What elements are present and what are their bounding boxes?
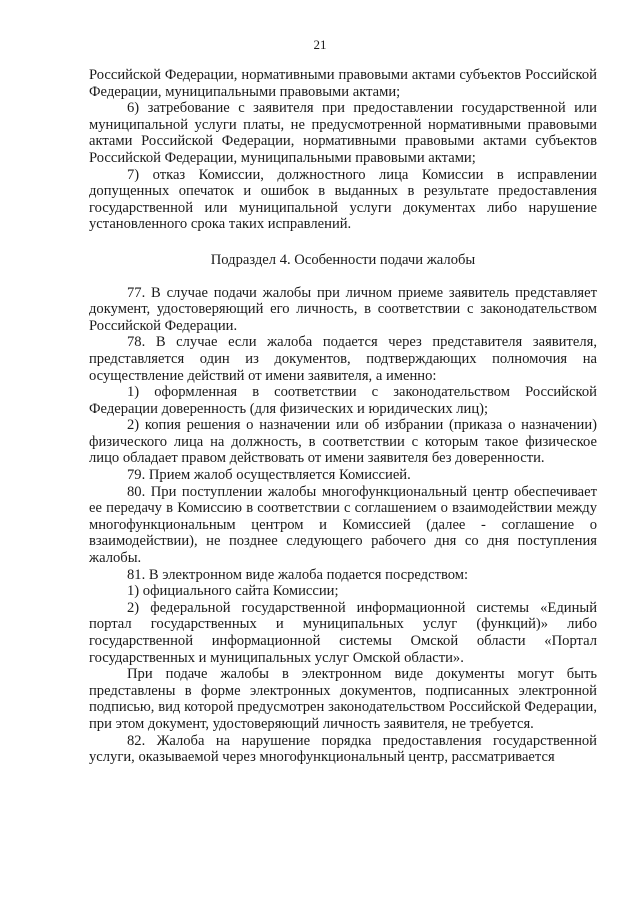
- paragraph: 81. В электронном виде жалоба подается посредством:: [127, 566, 469, 583]
- paragraph: 1) оформленная в соответствии с законодательством Российской Федерации доверенность (для физических и юридических лиц);: [89, 384, 597, 417]
- paragraph: 7) отказ Комиссии, должностного лица Комиссии в исправлении допущенных опечаток и ошибок в выданных в результате предоставления государственной или муниципальной услуги документах либо нарушение установленного срока таких исправлений.: [89, 166, 597, 233]
- paragraphs-before-section: [89, 67, 597, 233]
- paragraph: 82. Жалоба на нарушение порядка предоставления государственной услуги, оказываемой через многофункциональный центр, рассматривается: [89, 732, 597, 766]
- paragraph: 2) федеральной государственной информационной системы «Единый портал государственных и муниципальных услуг (функций)» либо государственной информационной системы Омской области «Портал государственных и муниципальных услуг Омской области».: [89, 599, 597, 666]
- paragraph: 1) официального сайта Комиссии;: [127, 583, 339, 600]
- paragraph: 6) затребование с заявителя при предоставлении государственной или муниципальной услуги платы, не предусмотренной нормативными правовыми актами Российской Федерации, нормативными правовыми актами субъектов Российской Федерации, муниципальными правовыми актами;: [89, 100, 597, 166]
- paragraph: 79. Прием жалоб осуществляется Комиссией.: [127, 467, 411, 484]
- page-number: 21: [313, 37, 327, 52]
- paragraph: При подаче жалобы в электронном виде документы могут быть представлены в форме электронных документов, подписанных электронной подписью, вид которой предусмотрен законодательством Российской Федерации, при этом документ, удостоверяющий личность заявителя, не требуется.: [89, 666, 597, 732]
- paragraph: 2) копия решения о назначении или об избрании (приказа о назначении) физического лица на должность, в соответствии с которым такое физическое лицо обладает правом действовать от имени заявителя без доверенности.: [89, 417, 597, 467]
- document-body: [89, 67, 597, 766]
- paragraphs-after-section: [89, 285, 597, 766]
- paragraph: 78. В случае если жалоба подается через представителя заявителя, представляется один из документов, подтверждающих полномочия на осуществление действий от имени заявителя, а именно:: [89, 334, 597, 384]
- paragraph: 77. В случае подачи жалобы при личном приеме заявитель представляет документ, удостоверяющий его личность, в соответствии с законодательством Российской Федерации.: [89, 284, 597, 334]
- paragraph: 80. При поступлении жалобы многофункциональный центр обеспечивает ее передачу в Комиссию в соответствии с соглашением о взаимодействии между многофункциональным центром и Комиссией (далее - соглашение о взаимодействии), не позднее следующего рабочего дня со дня поступления жалобы.: [89, 483, 597, 567]
- paragraph: Российской Федерации, нормативными правовыми актами субъектов Российской Федерации, муниципальными правовыми актами;: [89, 67, 597, 100]
- section-title: Подраздел 4. Особенности подачи жалобы: [210, 251, 476, 268]
